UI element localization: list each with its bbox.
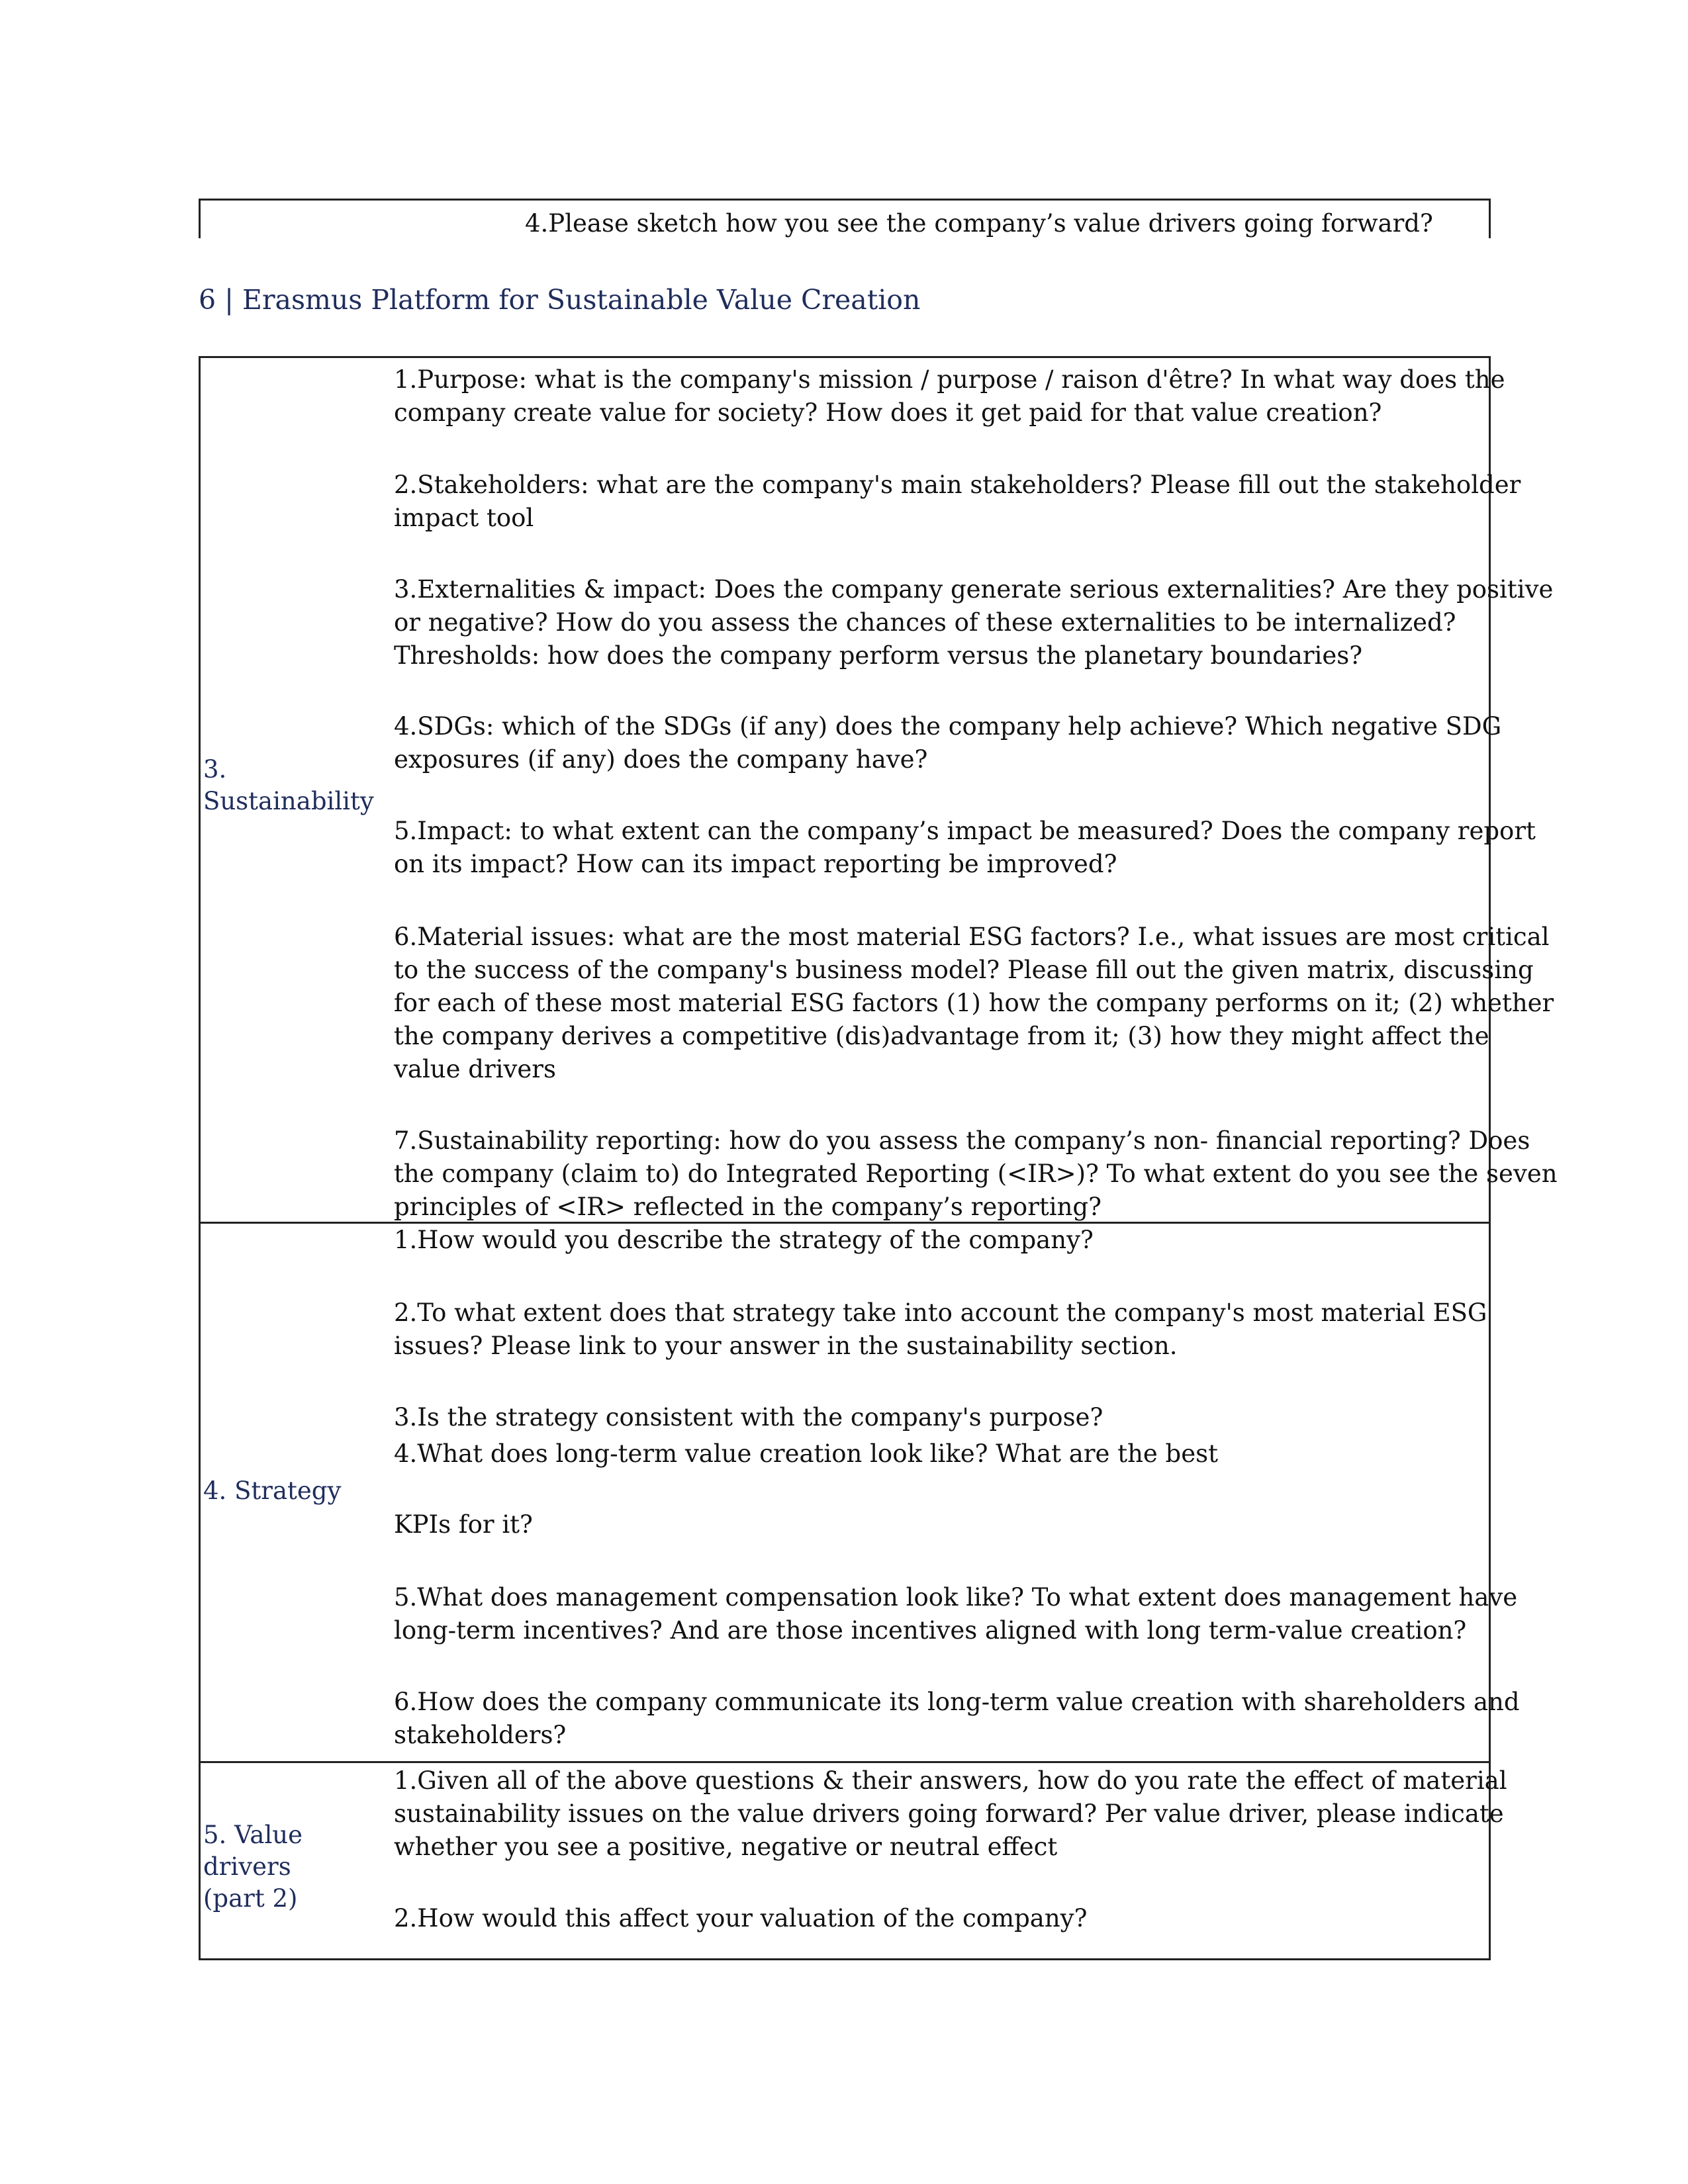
section-number: 6 xyxy=(199,284,216,316)
question-strategy-3: 3.Is the strategy consistent with the company's purpose? xyxy=(394,1403,1103,1432)
question-sustainability-2: 2.Stakeholders: what are the company's main stakeholders? Please fill out the stakeholder impact tool xyxy=(394,471,1521,532)
row-label-strategy: 4. Strategy xyxy=(203,1477,342,1505)
table-row-strategy xyxy=(201,1222,1520,1761)
questionnaire-table xyxy=(199,356,1558,1960)
table-row-sustainability xyxy=(201,358,1558,1222)
continued-table-row xyxy=(199,199,1491,238)
section-separator: | xyxy=(224,284,234,316)
question-sustainability-1: 1.Purpose: what is the company's mission / purpose / raison d'être? In what way does the company create value for society? How does it get paid for that value creation? xyxy=(394,365,1505,427)
question-sustainability-7: 7.Sustainability reporting: how do you assess the company’s non- financial reporting? Does the company (claim to) do Integrated Reporting (<IR>)? To what extent do you see the seven principles of <IR> reflected in the company’s reporting? xyxy=(394,1126,1558,1221)
question-strategy-5: 5.What does management compensation look like? To what extent does management have long-term incentives? And are those incentives aligned with long term-value creation? xyxy=(394,1583,1518,1645)
question-strategy-4: 4.What does long-term value creation look like? What are the best xyxy=(394,1439,1218,1468)
question-sustainability-4: 4.SDGs: which of the SDGs (if any) does the company help achieve? Which negative SDG exposures (if any) does the company have? xyxy=(394,712,1502,774)
question-strategy-4-continued: KPIs for it? xyxy=(394,1510,533,1539)
table-row-value-drivers xyxy=(201,1761,1507,1958)
question-sustainability-5: 5.Impact: to what extent can the company’s impact be measured? Does the company report on its impact? How can its impact reporting be improved? xyxy=(394,817,1536,878)
question-strategy-2: 2.To what extent does that strategy take into account the company's most material ESG issues? Please link to your answer in the sustainability section. xyxy=(394,1298,1487,1360)
question-value-drivers-1: 1.Given all of the above questions & their answers, how do you rate the effect of material sustainability issues on the value drivers going forward? Per value driver, please indicate whether you see a positive, negative or neutral effect xyxy=(394,1766,1507,1861)
question-strategy-6: 6.How does the company communicate its long-term value creation with shareholders and stakeholders? xyxy=(394,1688,1520,1749)
row-label-value-drivers: 5. Value drivers (part 2) xyxy=(203,1821,303,1913)
section-title: Erasmus Platform for Sustainable Value Creation xyxy=(242,284,921,316)
question-sustainability-3: 3.Externalities & impact: Does the company generate serious externalities? Are they positive or negative? How do you assess the chances of these externalities to be internalized? Thresholds: how does the company perform versus the planetary boundaries? xyxy=(394,575,1554,670)
question-strategy-1: 1.How would you describe the strategy of the company? xyxy=(394,1226,1094,1254)
row-label-sustainability: 3. Sustainability xyxy=(203,755,374,815)
section-heading xyxy=(199,281,920,318)
continued-question: 4.Please sketch how you see the company’s value drivers going forward? xyxy=(525,209,1433,238)
question-sustainability-6: 6.Material issues: what are the most material ESG factors? I.e., what issues are most critical to the success of the company's business model? Please fill out the given matrix, discussing for each of these most material ESG factors (1) how the company performs on it; (2) whether the company derives a competitive (dis)advantage from it; (3) how they might affect the value drivers xyxy=(394,923,1554,1083)
question-value-drivers-2: 2.How would this affect your valuation of the company? xyxy=(394,1904,1088,1933)
